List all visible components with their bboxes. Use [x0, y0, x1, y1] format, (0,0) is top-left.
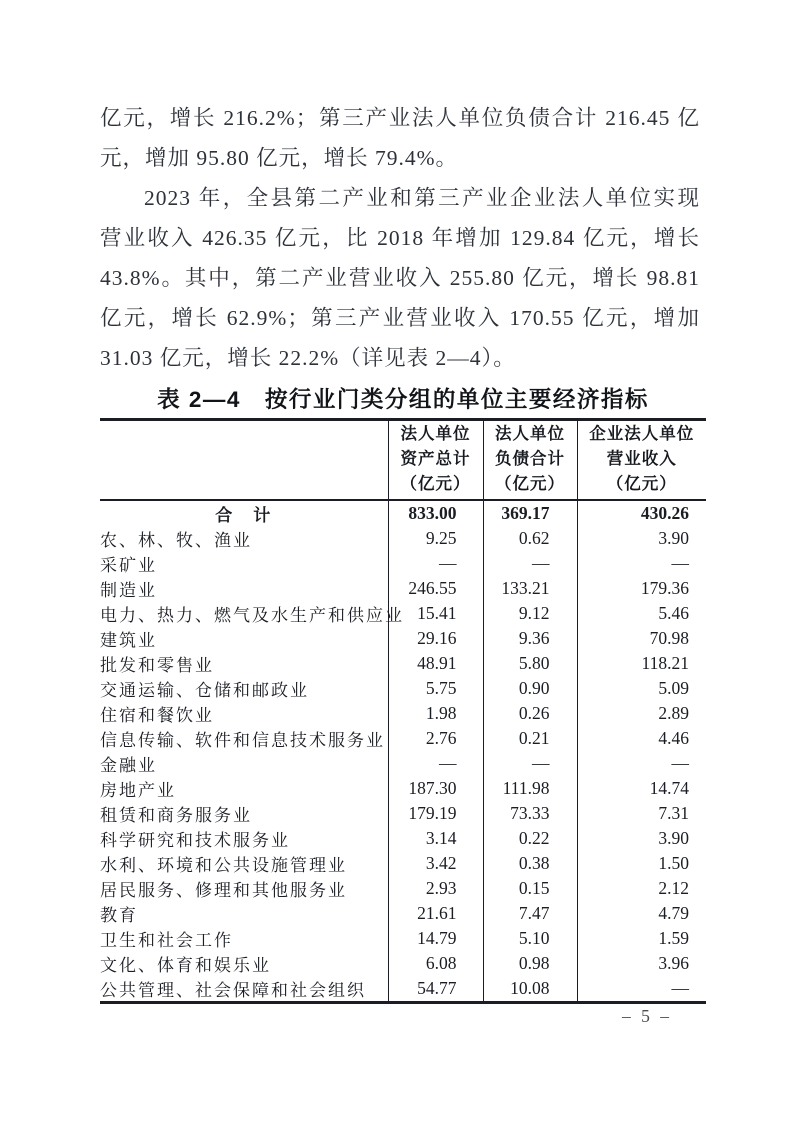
paragraph-line: 亿元，增长 216.2%；第三产业法人单位负债合计 216.45 亿	[100, 106, 700, 130]
revenue-value-cell: 2.12	[577, 876, 706, 901]
industry-name-cell: 住宿和餐饮业	[100, 706, 214, 725]
revenue-value-cell: 179.36	[577, 576, 706, 601]
liabilities-value-cell: 111.98	[483, 776, 577, 801]
revenue-value-cell: —	[577, 551, 706, 576]
header-liabilities-line1: 法人单位	[495, 425, 565, 443]
assets-value-cell: 3.42	[388, 851, 483, 876]
revenue-value-cell: 4.46	[577, 726, 706, 751]
assets-value-cell: —	[388, 551, 483, 576]
assets-value-cell: 246.55	[388, 576, 483, 601]
assets-value-cell: 29.16	[388, 626, 483, 651]
industry-name-cell: 公共管理、社会保障和社会组织	[100, 981, 366, 1000]
assets-value-cell: 179.19	[388, 801, 483, 826]
table-row	[100, 551, 706, 576]
revenue-value-cell: 14.74	[577, 776, 706, 801]
liabilities-value-cell: 0.98	[483, 951, 577, 976]
revenue-value-cell: 5.09	[577, 676, 706, 701]
paragraph-2023-revenue	[100, 178, 706, 378]
revenue-value-cell: 5.46	[577, 601, 706, 626]
industry-name-cell: 采矿业	[100, 556, 157, 575]
liabilities-value-cell: —	[483, 551, 577, 576]
revenue-value-cell: 430.26	[577, 500, 706, 526]
header-assets-line1: 法人单位	[400, 425, 471, 443]
liabilities-value-cell: 10.08	[483, 976, 577, 1003]
assets-value-cell: 2.76	[388, 726, 483, 751]
paragraph-continuation	[100, 98, 706, 178]
header-cell-industry	[100, 420, 388, 501]
industry-name-cell: 农、林、牧、渔业	[100, 531, 252, 550]
industry-name-cell: 租赁和商务服务业	[100, 806, 252, 825]
header-liabilities-unit: （亿元）	[495, 475, 565, 493]
paragraph-line: 营业收入 426.35 亿元，比 2018 年增加 129.84 亿元，增长	[100, 226, 700, 250]
revenue-value-cell: 118.21	[577, 651, 706, 676]
revenue-value-cell: 4.79	[577, 901, 706, 926]
assets-value-cell: 21.61	[388, 901, 483, 926]
industry-name-cell: 文化、体育和娱乐业	[100, 956, 271, 975]
revenue-value-cell: 3.96	[577, 951, 706, 976]
table-row	[100, 951, 706, 976]
paragraph-line: 43.8%。其中，第二产业营业收入 255.80 亿元，增长 98.81	[100, 266, 700, 290]
page-number: – 5 –	[622, 1006, 672, 1026]
table-row	[100, 776, 706, 801]
assets-value-cell: —	[388, 751, 483, 776]
industry-name-cell: 教育	[100, 906, 138, 925]
table-header-row	[100, 420, 706, 501]
liabilities-value-cell: 0.15	[483, 876, 577, 901]
revenue-value-cell: 3.90	[577, 526, 706, 551]
table-row	[100, 601, 706, 626]
header-revenue-line1: 企业法人单位	[589, 425, 695, 443]
assets-value-cell: 15.41	[388, 601, 483, 626]
revenue-value-cell: 1.59	[577, 926, 706, 951]
assets-value-cell: 1.98	[388, 701, 483, 726]
table-title: 表 2—4 按行业门类分组的单位主要经济指标	[157, 387, 649, 412]
table-row	[100, 626, 706, 651]
revenue-value-cell: 7.31	[577, 801, 706, 826]
assets-value-cell: 833.00	[388, 500, 483, 526]
assets-value-cell: 54.77	[388, 976, 483, 1003]
paragraph-line: 31.03 亿元，增长 22.2%（详见表 2—4）。	[100, 346, 516, 370]
liabilities-value-cell: 133.21	[483, 576, 577, 601]
table-row	[100, 926, 706, 951]
liabilities-value-cell: 73.33	[483, 801, 577, 826]
table-row	[100, 576, 706, 601]
paragraph-line: 元，增加 95.80 亿元，增长 79.4%。	[100, 146, 459, 170]
liabilities-value-cell: 5.80	[483, 651, 577, 676]
liabilities-value-cell: 0.22	[483, 826, 577, 851]
table-body	[100, 500, 706, 1003]
table-row	[100, 651, 706, 676]
paragraph-line: 亿元，增长 62.9%；第三产业营业收入 170.55 亿元，增加	[100, 306, 700, 330]
liabilities-value-cell: 369.17	[483, 500, 577, 526]
table-row	[100, 751, 706, 776]
table-row	[100, 726, 706, 751]
assets-value-cell: 3.14	[388, 826, 483, 851]
industry-name-cell: 制造业	[100, 581, 157, 600]
table-row	[100, 851, 706, 876]
header-revenue-unit: （亿元）	[606, 475, 677, 493]
revenue-value-cell: 1.50	[577, 851, 706, 876]
header-cell-assets	[388, 420, 483, 501]
table-row	[100, 826, 706, 851]
liabilities-value-cell: —	[483, 751, 577, 776]
liabilities-value-cell: 9.36	[483, 626, 577, 651]
liabilities-value-cell: 0.21	[483, 726, 577, 751]
liabilities-value-cell: 0.90	[483, 676, 577, 701]
paragraph-line: 2023 年，全县第二产业和第三产业企业法人单位实现	[144, 186, 700, 210]
header-assets-unit: （亿元）	[400, 475, 471, 493]
header-assets-line2: 资产总计	[400, 450, 471, 468]
revenue-value-cell: 70.98	[577, 626, 706, 651]
industry-name-cell: 批发和零售业	[100, 656, 214, 675]
revenue-value-cell: —	[577, 751, 706, 776]
liabilities-value-cell: 7.47	[483, 901, 577, 926]
table-row	[100, 876, 706, 901]
header-cell-liabilities	[483, 420, 577, 501]
page-content	[100, 98, 706, 1004]
liabilities-value-cell: 0.26	[483, 701, 577, 726]
assets-value-cell: 187.30	[388, 776, 483, 801]
assets-value-cell: 5.75	[388, 676, 483, 701]
revenue-value-cell: —	[577, 976, 706, 1003]
industry-name-cell: 合 计	[215, 506, 273, 525]
revenue-value-cell: 2.89	[577, 701, 706, 726]
table-row	[100, 526, 706, 551]
industry-name-cell: 房地产业	[100, 781, 176, 800]
liabilities-value-cell: 9.12	[483, 601, 577, 626]
table-header	[100, 420, 706, 501]
table-row	[100, 676, 706, 701]
industry-name-cell: 卫生和社会工作	[100, 931, 233, 950]
liabilities-value-cell: 5.10	[483, 926, 577, 951]
table-row	[100, 701, 706, 726]
table-row	[100, 500, 706, 526]
liabilities-value-cell: 0.38	[483, 851, 577, 876]
revenue-value-cell: 3.90	[577, 826, 706, 851]
industry-name-cell: 科学研究和技术服务业	[100, 831, 290, 850]
industry-name-cell: 交通运输、仓储和邮政业	[100, 681, 309, 700]
industry-name-cell: 建筑业	[100, 631, 157, 650]
assets-value-cell: 14.79	[388, 926, 483, 951]
header-cell-revenue	[577, 420, 706, 501]
assets-value-cell: 6.08	[388, 951, 483, 976]
table-row	[100, 976, 706, 1003]
industry-name-cell: 电力、热力、燃气及水生产和供应业	[100, 606, 404, 625]
industry-name-cell: 金融业	[100, 756, 157, 775]
table-row	[100, 901, 706, 926]
header-liabilities-line2: 负债合计	[495, 450, 565, 468]
industry-name-cell: 信息传输、软件和信息技术服务业	[100, 731, 385, 750]
assets-value-cell: 2.93	[388, 876, 483, 901]
header-revenue-line2: 营业收入	[606, 450, 677, 468]
industry-name-cell: 水利、环境和公共设施管理业	[100, 856, 347, 875]
economic-indicators-table	[100, 418, 706, 1004]
table-row	[100, 801, 706, 826]
assets-value-cell: 9.25	[388, 526, 483, 551]
liabilities-value-cell: 0.62	[483, 526, 577, 551]
assets-value-cell: 48.91	[388, 651, 483, 676]
industry-name-cell: 居民服务、修理和其他服务业	[100, 881, 347, 900]
